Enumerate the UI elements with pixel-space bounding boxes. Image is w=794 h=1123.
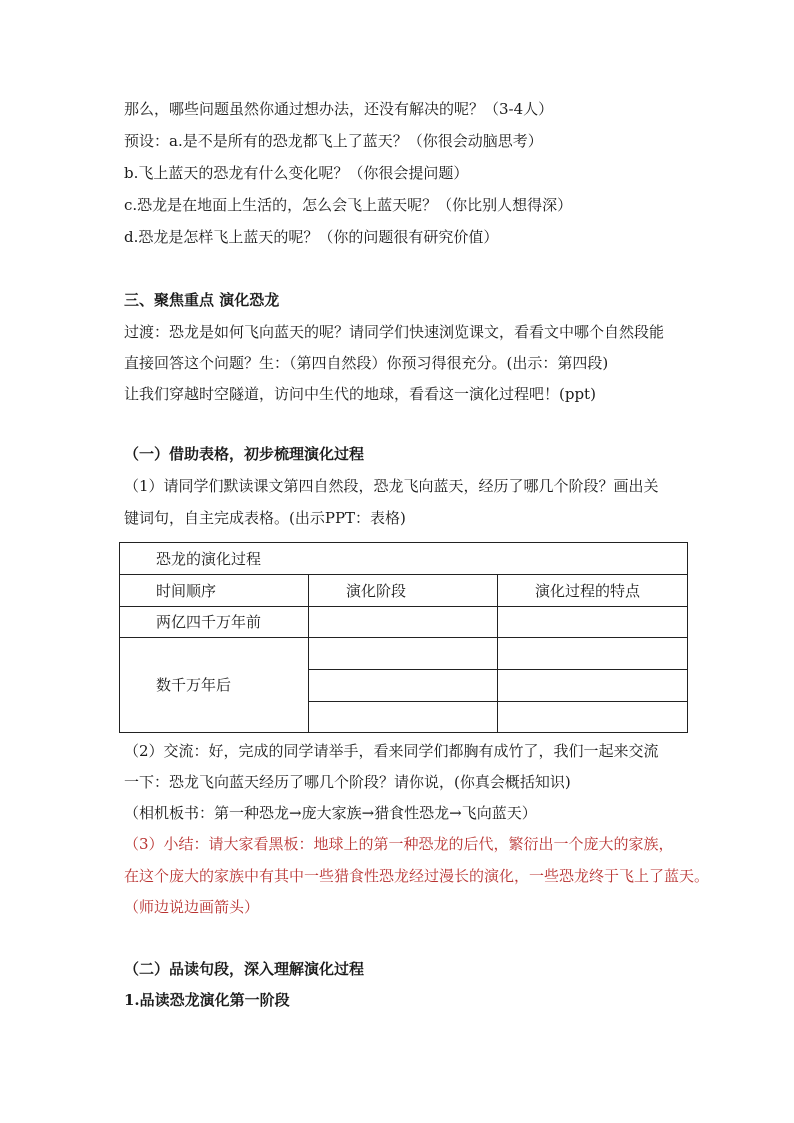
summary-line-2: 在这个庞大的家族中有其中一些猎食性恐龙经过漫长的演化，一些恐龙终于飞上了蓝天。 bbox=[124, 867, 710, 885]
preset-d: d.恐龙是怎样飞上蓝天的呢？（你的问题很有研究价值） bbox=[124, 228, 499, 246]
transition-line-1: 过渡：恐龙是如何飞向蓝天的呢？请同学们快速浏览课文，看看文中哪个自然段能 bbox=[124, 323, 665, 341]
time-tunnel-line: 让我们穿越时空隧道，访问中生代的地球，看看这一演化过程吧！(ppt) bbox=[124, 385, 596, 403]
table-rule bbox=[119, 732, 688, 733]
table-header-time: 时间顺序 bbox=[156, 582, 217, 600]
step2-line-1: （2）交流：好，完成的同学请举手，看来同学们都胸有成竹了，我们一起来交流 bbox=[124, 742, 659, 760]
table-cell-time-2: 数千万年后 bbox=[156, 676, 232, 694]
step1-line-1: （1）请同学们默读课文第四自然段，恐龙飞向蓝天，经历了哪几个阶段？画出关 bbox=[124, 477, 659, 495]
question-intro: 那么，哪些问题虽然你通过想办法，还没有解决的呢？（3-4人） bbox=[124, 100, 554, 118]
subsection1-heading: （一）借助表格，初步梳理演化过程 bbox=[124, 445, 365, 463]
table-rule bbox=[308, 574, 309, 733]
subsection2-heading: （二）品读句段，深入理解演化过程 bbox=[124, 960, 365, 978]
table-rule bbox=[497, 574, 498, 733]
table-rule bbox=[119, 542, 688, 543]
table-rule bbox=[308, 669, 688, 670]
summary-line-3: （师边说边画箭头） bbox=[124, 898, 260, 916]
table-rule bbox=[119, 606, 688, 607]
table-rule bbox=[687, 542, 688, 733]
table-rule bbox=[119, 574, 688, 575]
table-rule bbox=[119, 542, 120, 733]
step2-line-2: 一下：恐龙飞向蓝天经历了哪几个阶段？请你说，(你真会概括知识) bbox=[124, 773, 571, 791]
table-header-stage: 演化阶段 bbox=[346, 582, 407, 600]
table-rule bbox=[119, 637, 688, 638]
table-title: 恐龙的演化过程 bbox=[156, 550, 262, 568]
transition-line-2: 直接回答这个问题？生：（第四自然段）你预习得很充分。(出示：第四段) bbox=[124, 354, 609, 372]
blackboard-note: （相机板书：第一种恐龙→庞大家族→猎食性恐龙→飞向蓝天） bbox=[124, 804, 537, 822]
table-rule bbox=[308, 701, 688, 702]
preset-b: b.飞上蓝天的恐龙有什么变化呢？（你很会提问题） bbox=[124, 164, 469, 182]
subsection2-point-1: 1.品读恐龙演化第一阶段 bbox=[124, 991, 290, 1009]
evolution-table bbox=[119, 542, 688, 733]
preset-a: 预设：a.是不是所有的恐龙都飞上了蓝天？（你很会动脑思考） bbox=[124, 132, 543, 150]
section3-heading: 三、聚焦重点 演化恐龙 bbox=[124, 291, 280, 309]
table-header-features: 演化过程的特点 bbox=[535, 582, 641, 600]
summary-line-1: （3）小结：请大家看黑板：地球上的第一种恐龙的后代，繁衍出一个庞大的家族， bbox=[124, 835, 674, 853]
step1-line-2: 键词句，自主完成表格。(出示PPT：表格) bbox=[124, 509, 406, 527]
table-cell-time-1: 两亿四千万年前 bbox=[156, 613, 262, 631]
preset-c: c.恐龙是在地面上生活的，怎么会飞上蓝天呢？（你比别人想得深） bbox=[124, 196, 573, 214]
